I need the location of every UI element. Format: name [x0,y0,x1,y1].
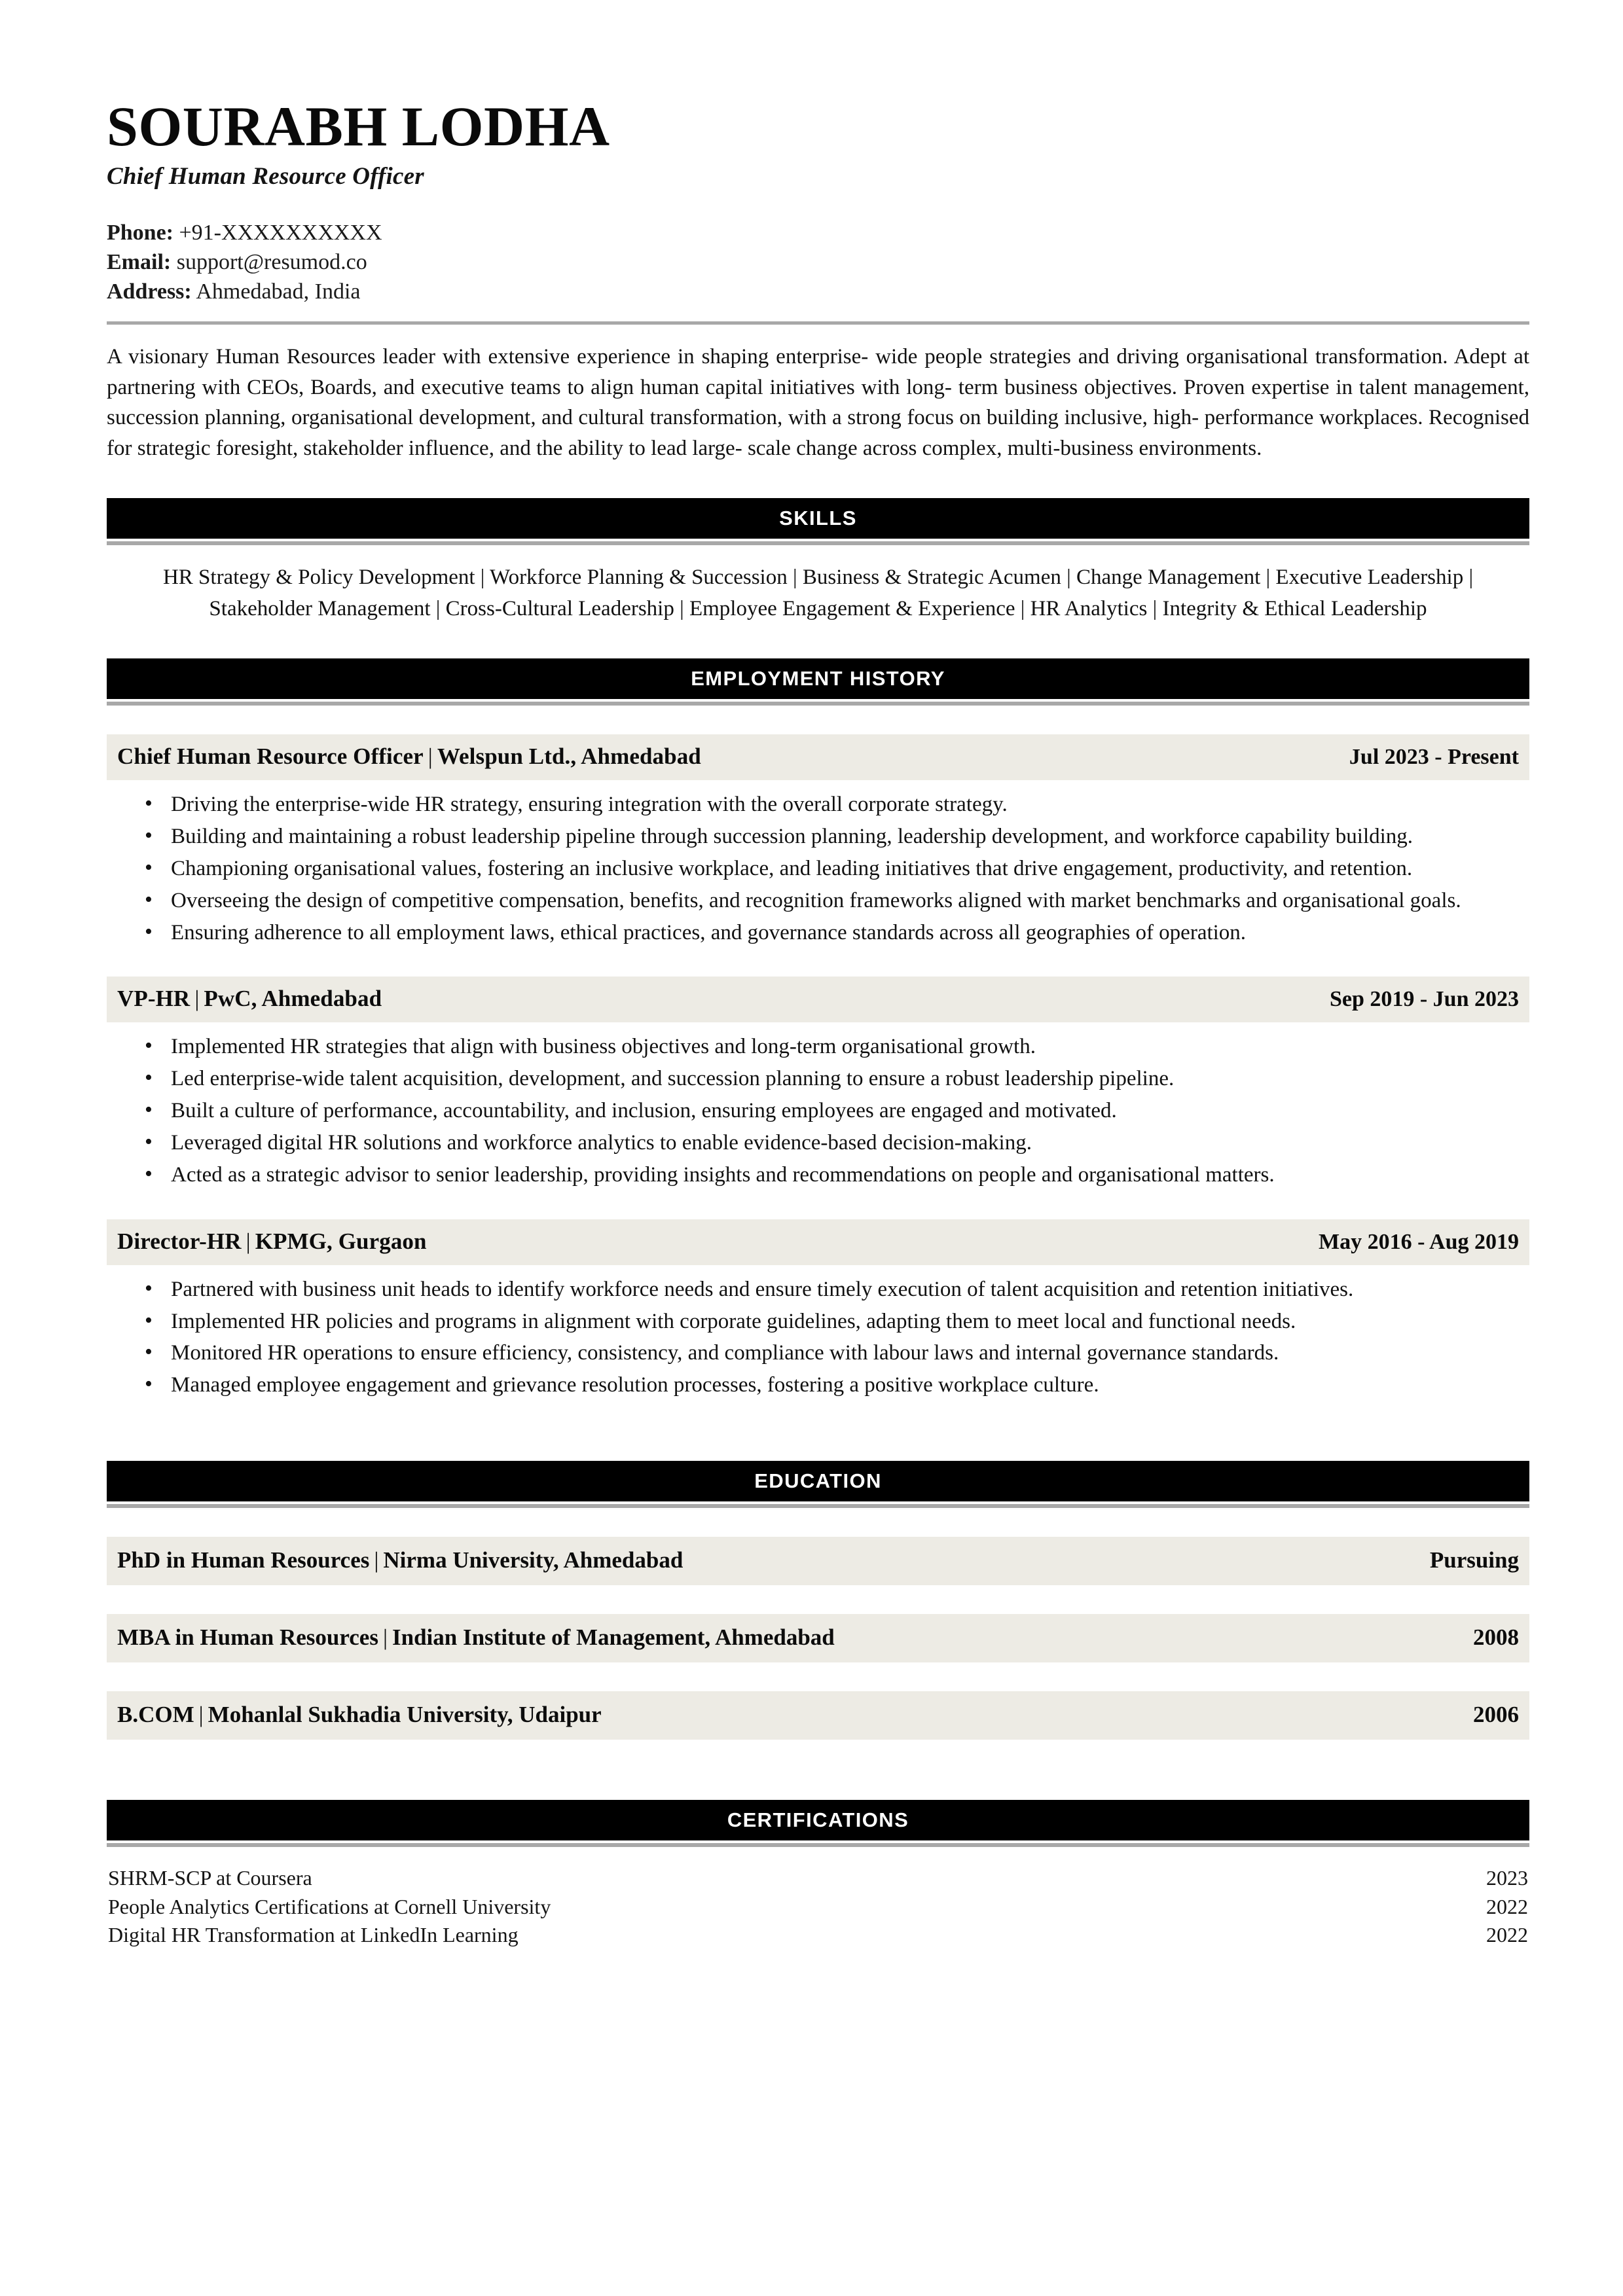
address-label: Address: [107,279,192,304]
education-section-heading: EDUCATION [107,1461,1529,1501]
employment-section [107,658,1529,1401]
education-degree: PhD in Human Resources [117,1547,370,1573]
experience-separator: | [194,986,200,1012]
experience-bullet: • Driving the enterprise-wide HR strategy, ensuring integration with the overall corporate strategy. [145,789,1529,820]
experience-dates: Sep 2019 - Jun 2023 [1329,987,1519,1012]
education-degree-institution [117,1702,602,1728]
contact-email [107,247,1529,277]
experience-entry-header [107,734,1529,780]
experience-bullet: • Implemented HR strategies that align with business objectives and long-term organisational growth. [145,1031,1529,1062]
experience-entry [107,1219,1529,1401]
experience-bullet: • Built a culture of performance, accountability, and inclusion, ensuring employees are engaged and motivated. [145,1096,1529,1126]
certification-row [107,1893,1529,1922]
education-separator: | [382,1624,388,1651]
resume-header [107,0,1529,325]
education-separator: | [198,1702,204,1728]
skills-section-heading: SKILLS [107,498,1529,539]
education-entry [107,1537,1529,1585]
candidate-name: SOURABH LODHA [107,95,610,158]
experience-bullet: • Ensuring adherence to all employment laws, ethical practices, and governance standards across all geographies of operation. [145,918,1529,948]
experience-entry-header [107,1219,1529,1265]
experience-separator: | [246,1228,251,1254]
education-entry-header [107,1537,1529,1585]
education-list [107,1537,1529,1740]
experience-role: Chief Human Resource Officer [117,744,424,770]
experience-bullet: • Monitored HR operations to ensure efficiency, consistency, and compliance with labour laws and internal governance standards. [145,1338,1529,1369]
experience-role-company [117,986,382,1012]
experience-bullet: • Leveraged digital HR solutions and workforce analytics to enable evidence-based decision-making. [145,1128,1529,1158]
experience-entry [107,734,1529,948]
certifications-section-heading: CERTIFICATIONS [107,1800,1529,1840]
experience-company: Welspun Ltd., Ahmedabad [437,744,701,770]
experience-role-company [117,744,701,770]
experience-bullet: • Partnered with business unit heads to identify workforce needs and ensure timely execution of talent acquisition and retention initiatives. [145,1274,1529,1305]
resume-content [107,0,1529,1950]
experience-company: KPMG, Gurgaon [255,1228,427,1254]
experience-bullet: • Overseeing the design of competitive compensation, benefits, and recognition frameworks aligned with market benchmarks and organisational goals. [145,886,1529,916]
certifications-heading-underline [107,1843,1529,1847]
education-institution: Nirma University, Ahmedabad [383,1547,684,1573]
experience-separator: | [428,744,433,770]
experience-list [107,734,1529,1401]
certifications-list [107,1864,1529,1950]
experience-bullet-list [107,789,1529,948]
address-value: Ahmedabad, India [191,279,361,304]
experience-role: Director-HR [117,1228,242,1254]
certification-year: 2022 [1486,1923,1528,1947]
contact-phone [107,218,1529,247]
phone-label: Phone: [107,221,173,245]
experience-dates: May 2016 - Aug 2019 [1319,1229,1519,1254]
experience-bullet-list [107,1274,1529,1401]
email-label: Email: [107,250,172,275]
education-degree-institution [117,1547,683,1573]
certification-year: 2022 [1486,1894,1528,1918]
email-value: support@resumod.co [171,250,367,275]
certification-row [107,1921,1529,1950]
certification-name: Digital HR Transformation at LinkedIn Learning [108,1923,519,1947]
professional-summary: A visionary Human Resources leader with extensive experience in shaping enterprise- wide people strategies and driving organisational transformation. Adept at partnering with CEOs, Boards, and executive teams to align human capital initiatives with long- term business objectives. Proven expertise in talent management, succession planning, organisational development, and cultural transformation, with a strong focus on building inclusive, high- performance workplaces. Recognised for strategic foresight, stakeholder influence, and the ability to lead large- scale change across complex, multi-business environments. [107,344,1529,461]
experience-bullet-list [107,1031,1529,1190]
education-degree: MBA in Human Resources [117,1624,378,1651]
experience-entry-header [107,977,1529,1022]
education-year: 2006 [1473,1702,1519,1728]
experience-role: VP-HR [117,986,191,1012]
education-institution: Indian Institute of Management, Ahmedabad [392,1624,835,1651]
skills-section [107,498,1529,624]
certification-name: SHRM-SCP at Coursera [108,1866,312,1890]
education-section [107,1461,1529,1740]
certification-name: People Analytics Certifications at Cornell University [108,1894,551,1918]
education-year: Pursuing [1429,1547,1519,1573]
education-year: 2008 [1473,1624,1519,1651]
experience-role-company [117,1229,427,1255]
certification-row [107,1864,1529,1893]
candidate-job-title: Chief Human Resource Officer [107,163,424,190]
experience-bullet: • Implemented HR policies and programs in alignment with corporate guidelines, adapting them to meet local and functional needs. [145,1306,1529,1337]
experience-bullet: • Acted as a strategic advisor to senior leadership, providing insights and recommendations on people and organisational matters. [145,1160,1529,1191]
education-institution: Mohanlal Sukhadia University, Udaipur [208,1702,602,1728]
experience-company: PwC, Ahmedabad [204,986,382,1012]
header-divider [107,321,1529,325]
experience-bullet: • Led enterprise-wide talent acquisition, development, and succession planning to ensure a robust leadership pipeline. [145,1064,1529,1094]
education-degree: B.COM [117,1702,194,1728]
education-entry [107,1691,1529,1740]
employment-heading-underline [107,702,1529,706]
experience-dates: Jul 2023 - Present [1349,745,1519,770]
experience-bullet: • Building and maintaining a robust leadership pipeline through succession planning, leadership development, and workforce capability building. [145,821,1529,852]
contact-info [107,218,1529,307]
skills-list: HR Strategy & Policy Development | Workforce Planning & Succession | Business & Strategic Acumen | Change Management | Executive Leadership | Stakeholder Management | Cross-Cultural Leadership | Employee Engagement & Experience | HR Analytics | Integrity & Ethical Leadership [162,565,1474,620]
experience-bullet: • Managed employee engagement and grievance resolution processes, fostering a positive workplace culture. [145,1370,1529,1401]
certifications-section [107,1800,1529,1950]
phone-value: +91-XXXXXXXXXX [173,221,382,245]
education-entry-header [107,1691,1529,1740]
education-heading-underline [107,1504,1529,1508]
employment-section-heading: EMPLOYMENT HISTORY [107,658,1529,699]
experience-entry [107,977,1529,1190]
education-entry [107,1614,1529,1662]
contact-address [107,277,1529,306]
skills-heading-underline [107,541,1529,545]
education-separator: | [374,1547,379,1573]
experience-bullet: • Championing organisational values, fostering an inclusive workplace, and leading initiatives that drive engagement, productivity, and retention. [145,853,1529,884]
education-degree-institution [117,1624,835,1651]
certification-year: 2023 [1486,1866,1528,1890]
education-entry-header [107,1614,1529,1662]
